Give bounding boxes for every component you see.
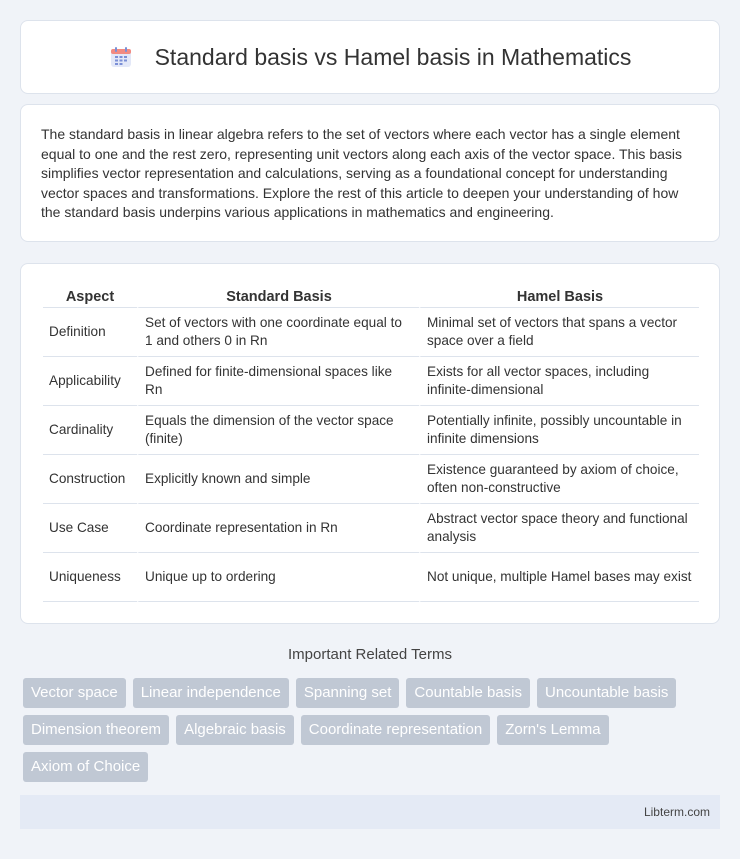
page-title: Standard basis vs Hamel basis in Mathematics (154, 43, 632, 70)
cell-hamel: Existence guaranteed by axiom of choice, often non-constructive (419, 455, 699, 504)
term-tag[interactable]: Spanning set (296, 678, 400, 708)
term-tag[interactable]: Countable basis (406, 678, 530, 708)
cell-standard: Unique up to ordering (137, 553, 419, 602)
calendar-icon (109, 45, 133, 69)
cell-standard: Explicitly known and simple (137, 455, 419, 504)
term-tag[interactable]: Uncountable basis (537, 678, 676, 708)
footer-brand-link[interactable]: Libterm.com (643, 805, 710, 819)
cell-hamel: Abstract vector space theory and functional analysis (419, 504, 699, 553)
related-terms-list (23, 678, 723, 789)
table-row (43, 357, 699, 406)
cell-hamel: Not unique, multiple Hamel bases may exist (419, 553, 699, 602)
cell-standard: Equals the dimension of the vector space (finite) (137, 406, 419, 455)
table-row (43, 308, 699, 357)
header-hamel-basis: Hamel Basis (419, 286, 699, 308)
cell-hamel: Exists for all vector spaces, including infinite-dimensional (419, 357, 699, 406)
cell-standard: Coordinate representation in Rn (137, 504, 419, 553)
comparison-table-card (20, 263, 720, 624)
cell-hamel: Potentially infinite, possibly uncountable in infinite dimensions (419, 406, 699, 455)
intro-text: The standard basis in linear algebra refers to the set of vectors where each vector has a single element equal to one and the rest zero, representing unit vectors along each axis of the vector space. This basis simplifies vector representation and calculations, serving as a foundational concept for understanding vector spaces and transformations. Explore the rest of this article to deepen your understanding of how the standard basis underpins various applications in mathematics and engineering. (41, 126, 683, 220)
term-tag[interactable]: Vector space (23, 678, 126, 708)
footer (20, 795, 720, 829)
related-terms-title: Important Related Terms (288, 646, 452, 663)
table-row (43, 553, 699, 602)
comparison-table (43, 286, 699, 602)
intro-card (20, 104, 720, 242)
cell-aspect: Use Case (43, 504, 137, 553)
table-row (43, 455, 699, 504)
term-tag[interactable]: Dimension theorem (23, 715, 169, 745)
cell-standard: Set of vectors with one coordinate equal to 1 and others 0 in Rn (137, 308, 419, 357)
cell-aspect: Cardinality (43, 406, 137, 455)
cell-standard: Defined for finite-dimensional spaces like Rn (137, 357, 419, 406)
term-tag[interactable]: Linear independence (133, 678, 289, 708)
table-row (43, 406, 699, 455)
term-tag[interactable]: Algebraic basis (176, 715, 294, 745)
cell-aspect: Construction (43, 455, 137, 504)
table-row (43, 504, 699, 553)
cell-aspect: Uniqueness (43, 553, 137, 602)
header-standard-basis: Standard Basis (137, 286, 419, 308)
title-card (20, 20, 720, 94)
cell-hamel: Minimal set of vectors that spans a vector space over a field (419, 308, 699, 357)
cell-aspect: Definition (43, 308, 137, 357)
cell-aspect: Applicability (43, 357, 137, 406)
term-tag[interactable]: Zorn's Lemma (497, 715, 608, 745)
term-tag[interactable]: Coordinate representation (301, 715, 490, 745)
table-header-row (43, 286, 699, 308)
term-tag[interactable]: Axiom of Choice (23, 752, 148, 782)
header-aspect: Aspect (43, 286, 137, 308)
